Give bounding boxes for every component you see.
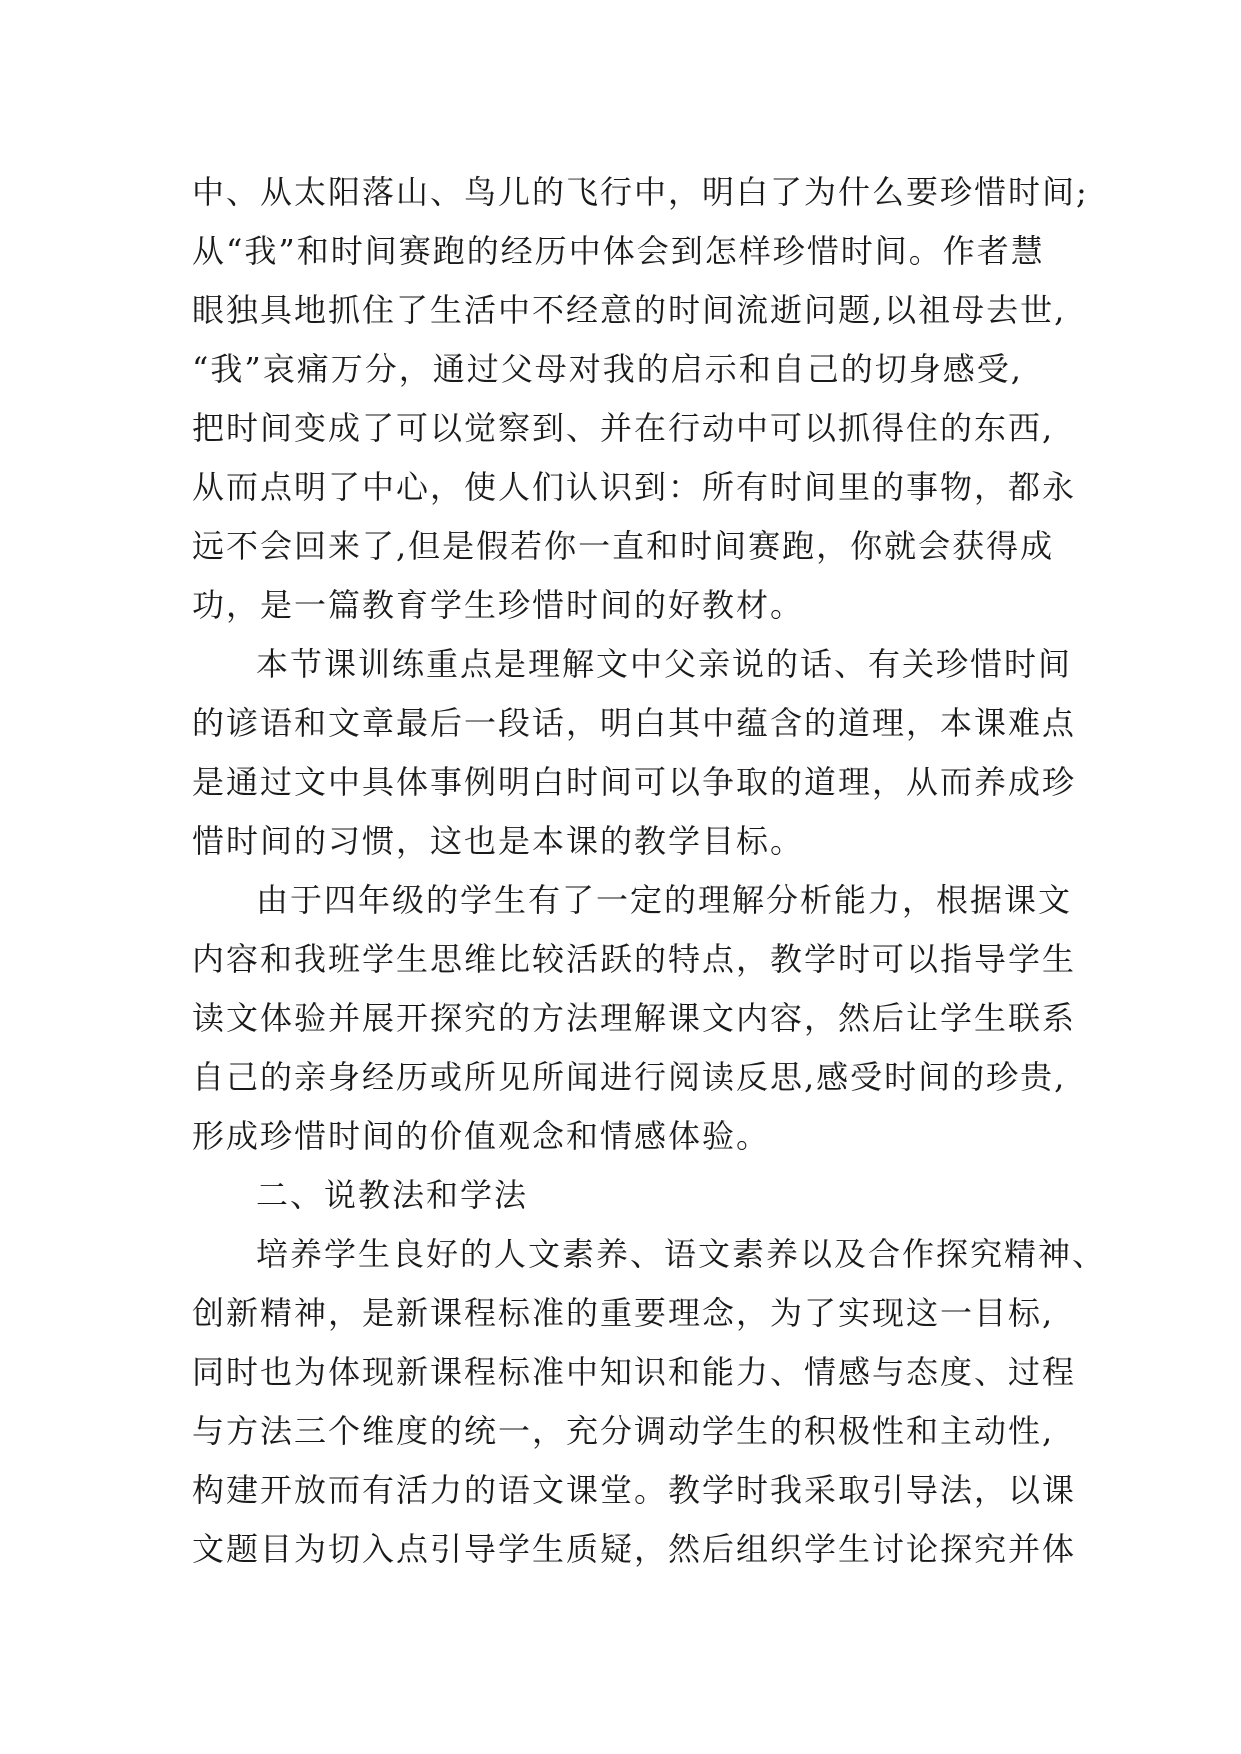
section-heading: 二、说教法和学法 (256, 1176, 529, 1214)
paragraph-first-line: 本节课训练重点是理解文中父亲说的话、有关珍惜时间 (256, 645, 1073, 683)
text-line: 读文体验并展开探究的方法理解课文内容，然后让学生联系 (192, 999, 1077, 1037)
text-line: 把时间变成了可以觉察到、并在行动中可以抓得住的东西, (192, 409, 1055, 447)
text-line: 文题目为切入点引导学生质疑，然后组织学生讨论探究并体 (192, 1530, 1077, 1568)
text-line: 同时也为体现新课程标准中知识和能力、情感与态度、过程 (192, 1353, 1077, 1391)
document-body (192, 163, 1107, 1579)
text-line: 内容和我班学生思维比较活跃的特点，教学时可以指导学生 (192, 940, 1077, 978)
text-line: 功，是一篇教育学生珍惜时间的好教材。 (192, 586, 805, 624)
text-line: 的谚语和文章最后一段话，明白其中蕴含的道理，本课难点 (192, 704, 1077, 742)
text-line: 是通过文中具体事例明白时间可以争取的道理，从而养成珍 (192, 763, 1077, 801)
text-line: 惜时间的习惯，这也是本课的教学目标。 (192, 822, 805, 860)
paragraph-first-line: 培养学生良好的人文素养、语文素养以及合作探究精神、 (256, 1235, 1107, 1273)
paragraph-first-line: 由于四年级的学生有了一定的理解分析能力，根据课文 (256, 881, 1073, 919)
text-line: 从而点明了中心，使人们认识到：所有时间里的事物，都永 (192, 468, 1077, 506)
text-line: 中、从太阳落山、鸟儿的飞行中，明白了为什么要珍惜时间; (192, 173, 1089, 211)
text-line: 自己的亲身经历或所见所闻进行阅读反思,感受时间的珍贵, (192, 1058, 1067, 1096)
text-line: “我”哀痛万分，通过父母对我的启示和自己的切身感受, (192, 350, 1023, 388)
text-line: 构建开放而有活力的语文课堂。教学时我采取引导法，以课 (192, 1471, 1077, 1509)
text-line: 形成珍惜时间的价值观念和情感体验。 (192, 1117, 771, 1155)
text-line: 从“我”和时间赛跑的经历中体会到怎样珍惜时间。作者慧 (192, 232, 1045, 270)
text-line: 眼独具地抓住了生活中不经意的时间流逝问题,以祖母去世, (192, 291, 1067, 329)
text-line: 创新精神，是新课程标准的重要理念，为了实现这一目标, (192, 1294, 1055, 1332)
text-line: 与方法三个维度的统一，充分调动学生的积极性和主动性, (192, 1412, 1055, 1450)
text-line: 远不会回来了,但是假若你一直和时间赛跑，你就会获得成 (192, 527, 1055, 565)
